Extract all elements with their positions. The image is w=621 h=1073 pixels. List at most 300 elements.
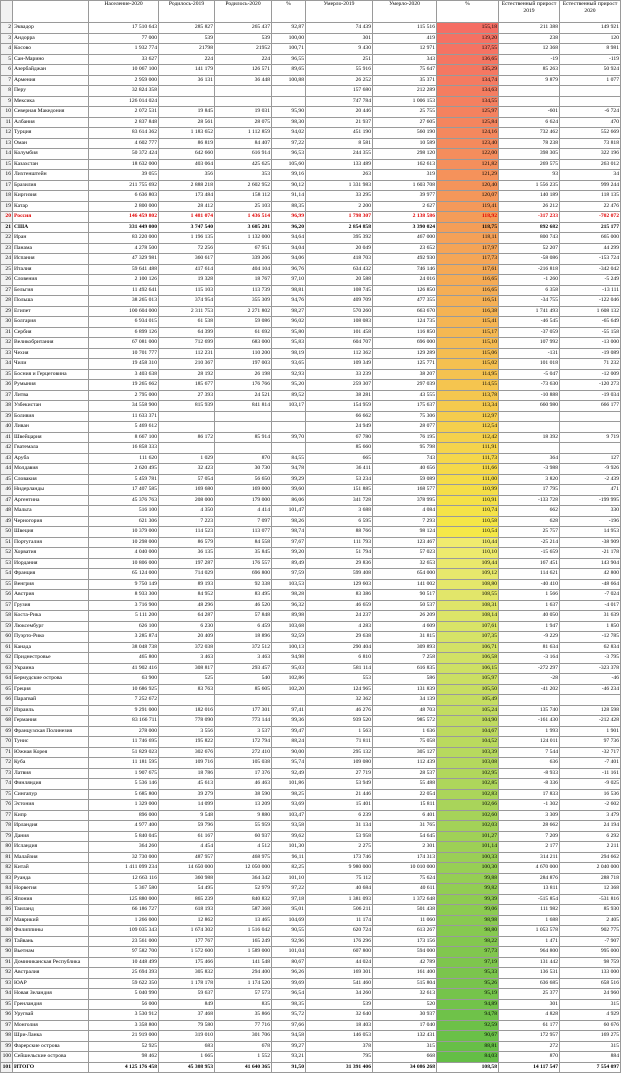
births-2020-cell[interactable]: 113 739 bbox=[215, 285, 272, 296]
growth-2020-cell[interactable]: 60 676 bbox=[560, 1020, 621, 1031]
deaths-pct-cell[interactable]: 113,78 bbox=[437, 390, 499, 401]
row-number[interactable]: 11 bbox=[1, 117, 13, 128]
population-cell[interactable]: 41 902 416 bbox=[89, 663, 159, 674]
deaths-2019-cell[interactable]: 620 724 bbox=[306, 926, 373, 937]
births-2020-cell[interactable]: 1 516 042 bbox=[215, 926, 272, 937]
deaths-2019-cell[interactable]: 83 386 bbox=[306, 590, 373, 601]
births-2020-cell[interactable]: 3 537 bbox=[215, 726, 272, 737]
deaths-pct-cell[interactable]: 116,65 bbox=[437, 275, 499, 286]
growth-2019-cell[interactable]: 28 662 bbox=[499, 821, 560, 832]
births-2019-cell[interactable]: 54 495 bbox=[159, 884, 215, 895]
deaths-2019-cell[interactable]: 553 bbox=[306, 674, 373, 685]
births-pct-cell[interactable]: 92,59 bbox=[272, 632, 306, 643]
row-number[interactable]: 32 bbox=[1, 338, 13, 349]
deaths-2020-cell[interactable]: 654 000 bbox=[373, 569, 437, 580]
country-cell[interactable]: Косово bbox=[13, 44, 89, 55]
deaths-pct-cell[interactable]: 134,74 bbox=[437, 75, 499, 86]
births-2020-cell[interactable]: 85 914 bbox=[215, 432, 272, 443]
population-cell[interactable]: 9 291 000 bbox=[89, 705, 159, 716]
row-number[interactable]: 71 bbox=[1, 747, 13, 758]
population-cell[interactable]: 331 449 000 bbox=[89, 222, 159, 233]
deaths-2019-cell[interactable]: 75 112 bbox=[306, 873, 373, 884]
country-cell[interactable]: Монголия bbox=[13, 1020, 89, 1031]
births-2020-cell[interactable]: 294 400 bbox=[215, 968, 272, 979]
births-pct-cell[interactable]: 99,62 bbox=[272, 831, 306, 842]
births-2019-cell[interactable]: 79 580 bbox=[159, 1020, 215, 1031]
deaths-2020-cell[interactable]: 30 937 bbox=[373, 1010, 437, 1021]
growth-2020-cell[interactable]: -38 909 bbox=[560, 537, 621, 548]
growth-2019-cell[interactable]: 4 670 000 bbox=[499, 863, 560, 874]
population-cell[interactable]: 5 111 200 bbox=[89, 611, 159, 622]
row-number[interactable]: 8 bbox=[1, 86, 13, 97]
row-number[interactable]: 17 bbox=[1, 180, 13, 191]
births-2019-cell[interactable]: 175 466 bbox=[159, 957, 215, 968]
births-2019-cell[interactable]: 28 561 bbox=[159, 117, 215, 128]
country-cell[interactable]: Доминиканская Республика bbox=[13, 957, 89, 968]
growth-2020-cell[interactable]: -7 401 bbox=[560, 758, 621, 769]
births-2020-cell[interactable]: 35 866 bbox=[215, 1010, 272, 1021]
row-number[interactable]: 89 bbox=[1, 936, 13, 947]
country-cell[interactable]: Турция bbox=[13, 128, 89, 139]
population-cell[interactable]: 10 686 925 bbox=[89, 684, 159, 695]
growth-2020-cell[interactable]: -2 439 bbox=[560, 474, 621, 485]
deaths-2020-cell[interactable]: 123 467 bbox=[373, 537, 437, 548]
deaths-pct-cell[interactable]: 115,41 bbox=[437, 317, 499, 328]
population-cell[interactable]: 1 411 099 234 bbox=[89, 863, 159, 874]
deaths-2019-cell[interactable]: 251 bbox=[306, 54, 373, 65]
deaths-2020-cell[interactable]: 27 605 bbox=[373, 117, 437, 128]
births-2020-cell[interactable]: 468 975 bbox=[215, 852, 272, 863]
births-2020-cell[interactable]: 616 914 bbox=[215, 149, 272, 160]
growth-2020-cell[interactable]: 294 662 bbox=[560, 852, 621, 863]
country-cell[interactable]: Швейцария bbox=[13, 432, 89, 443]
births-2019-cell[interactable]: 195 822 bbox=[159, 737, 215, 748]
deaths-2019-cell[interactable]: 32 640 bbox=[306, 1010, 373, 1021]
growth-2020-cell[interactable]: 471 bbox=[560, 485, 621, 496]
growth-2019-cell[interactable]: -19 bbox=[499, 54, 560, 65]
growth-2019-cell[interactable] bbox=[499, 411, 560, 422]
population-cell[interactable]: 7 252 672 bbox=[89, 695, 159, 706]
population-cell[interactable]: 2 620 495 bbox=[89, 464, 159, 475]
births-pct-cell[interactable] bbox=[272, 443, 306, 454]
deaths-pct-cell[interactable]: 110,10 bbox=[437, 548, 499, 559]
births-2020-cell[interactable]: 28 075 bbox=[215, 117, 272, 128]
deaths-pct-cell[interactable]: 98,22 bbox=[437, 936, 499, 947]
growth-2019-cell[interactable]: 636 bbox=[499, 758, 560, 769]
country-cell[interactable]: Испания bbox=[13, 254, 89, 265]
deaths-2019-cell[interactable]: 124 965 bbox=[306, 684, 373, 695]
births-2020-cell[interactable]: 404 104 bbox=[215, 264, 272, 275]
deaths-2019-cell[interactable]: 1 331 983 bbox=[306, 180, 373, 191]
births-2019-cell[interactable]: 197 287 bbox=[159, 558, 215, 569]
births-pct-cell[interactable]: 95,74 bbox=[272, 758, 306, 769]
growth-2019-cell[interactable]: -1 302 bbox=[499, 800, 560, 811]
deaths-2020-cell[interactable]: 616 835 bbox=[373, 663, 437, 674]
row-number[interactable]: 72 bbox=[1, 758, 13, 769]
deaths-pct-cell[interactable]: 108,80 bbox=[437, 579, 499, 590]
births-pct-cell[interactable]: 96,55 bbox=[272, 54, 306, 65]
deaths-2020-cell[interactable]: 613 267 bbox=[373, 926, 437, 937]
growth-2019-cell[interactable]: 364 bbox=[499, 453, 560, 464]
population-cell[interactable]: 39 055 bbox=[89, 170, 159, 181]
row-number[interactable]: 16 bbox=[1, 170, 13, 181]
row-number[interactable]: 93 bbox=[1, 978, 13, 989]
births-2020-cell[interactable]: 83 495 bbox=[215, 590, 272, 601]
births-2020-cell[interactable]: 272 410 bbox=[215, 747, 272, 758]
country-cell[interactable]: Сингапур bbox=[13, 789, 89, 800]
deaths-2020-cell[interactable]: 477 355 bbox=[373, 296, 437, 307]
population-cell[interactable]: 77 000 bbox=[89, 33, 159, 44]
births-pct-cell[interactable] bbox=[272, 411, 306, 422]
row-number[interactable]: 5 bbox=[1, 54, 13, 65]
growth-2019-cell[interactable]: 167 451 bbox=[499, 558, 560, 569]
births-pct-cell[interactable]: 90,12 bbox=[272, 180, 306, 191]
deaths-pct-cell[interactable]: 90,67 bbox=[437, 1031, 499, 1042]
growth-2019-cell[interactable]: 114 621 bbox=[499, 569, 560, 580]
births-2019-cell[interactable]: 18 786 bbox=[159, 768, 215, 779]
country-cell[interactable]: Филиппины bbox=[13, 926, 89, 937]
growth-2020-cell[interactable]: 73 818 bbox=[560, 138, 621, 149]
deaths-2019-cell[interactable]: 66 662 bbox=[306, 411, 373, 422]
births-pct-cell[interactable]: 95,83 bbox=[272, 338, 306, 349]
country-cell[interactable]: Коста-Рика bbox=[13, 611, 89, 622]
deaths-2019-cell[interactable]: 18 403 bbox=[306, 1020, 373, 1031]
country-cell[interactable]: Бразилия bbox=[13, 180, 89, 191]
deaths-2020-cell[interactable]: 2 138 586 bbox=[373, 212, 437, 223]
row-number[interactable]: 83 bbox=[1, 873, 13, 884]
births-2020-cell[interactable]: 197 003 bbox=[215, 359, 272, 370]
growth-2020-cell[interactable]: 1 608 132 bbox=[560, 306, 621, 317]
deaths-pct-cell[interactable]: 106,58 bbox=[437, 653, 499, 664]
population-cell[interactable]: 17 510 643 bbox=[89, 23, 159, 34]
deaths-2019-cell[interactable]: 88 766 bbox=[306, 527, 373, 538]
deaths-2019-cell[interactable]: 6 595 bbox=[306, 516, 373, 527]
country-cell[interactable]: Уругвай bbox=[13, 1010, 89, 1021]
births-2019-cell[interactable]: 37 468 bbox=[159, 1010, 215, 1021]
header-country[interactable] bbox=[13, 1, 89, 23]
deaths-pct-cell[interactable]: 109,12 bbox=[437, 569, 499, 580]
deaths-pct-cell[interactable]: 120,40 bbox=[437, 180, 499, 191]
population-cell[interactable]: 621 306 bbox=[89, 516, 159, 527]
growth-2020-cell[interactable]: 50 924 bbox=[560, 65, 621, 76]
header-births-pct[interactable]: % bbox=[272, 1, 306, 23]
country-cell[interactable]: Италия bbox=[13, 264, 89, 275]
births-2019-cell[interactable]: 208 000 bbox=[159, 495, 215, 506]
header-births-2020[interactable]: Родилось-2020 bbox=[215, 1, 272, 23]
births-2020-cell[interactable]: 38 590 bbox=[215, 789, 272, 800]
births-pct-cell[interactable]: 98,25 bbox=[272, 789, 306, 800]
country-cell[interactable]: Польша bbox=[13, 296, 89, 307]
growth-2019-cell[interactable]: 6 624 bbox=[499, 117, 560, 128]
deaths-2020-cell[interactable]: 7 293 bbox=[373, 516, 437, 527]
births-2019-cell[interactable]: 308 817 bbox=[159, 663, 215, 674]
deaths-2019-cell[interactable]: 133 489 bbox=[306, 159, 373, 170]
row-number[interactable]: 52 bbox=[1, 548, 13, 559]
growth-2020-cell[interactable]: -153 724 bbox=[560, 254, 621, 265]
growth-2020-cell[interactable]: 330 bbox=[560, 506, 621, 517]
deaths-2020-cell[interactable]: 39 977 bbox=[373, 191, 437, 202]
growth-2020-cell[interactable]: 42 800 bbox=[560, 569, 621, 580]
growth-2019-cell[interactable] bbox=[499, 422, 560, 433]
row-number[interactable]: 23 bbox=[1, 243, 13, 254]
growth-2020-cell[interactable]: -9 926 bbox=[560, 464, 621, 475]
population-cell[interactable]: 97 582 700 bbox=[89, 947, 159, 958]
deaths-2020-cell[interactable]: 32 613 bbox=[373, 989, 437, 1000]
births-pct-cell[interactable]: 84,55 bbox=[272, 453, 306, 464]
deaths-2019-cell[interactable]: 409 709 bbox=[306, 296, 373, 307]
country-cell[interactable]: Новая Зеландия bbox=[13, 989, 89, 1000]
growth-2020-cell[interactable]: 315 bbox=[560, 999, 621, 1010]
births-2020-cell[interactable]: 46 520 bbox=[215, 600, 272, 611]
deaths-2020-cell[interactable]: 28 537 bbox=[373, 768, 437, 779]
growth-2019-cell[interactable]: 314 211 bbox=[499, 852, 560, 863]
growth-2020-cell[interactable]: 322 196 bbox=[560, 149, 621, 160]
deaths-2020-cell[interactable]: 175 637 bbox=[373, 401, 437, 412]
country-cell[interactable]: Молдавия bbox=[13, 464, 89, 475]
population-cell[interactable]: 11 492 641 bbox=[89, 285, 159, 296]
row-number[interactable]: 55 bbox=[1, 579, 13, 590]
births-2020-cell[interactable] bbox=[215, 422, 272, 433]
deaths-pct-cell[interactable]: 110,99 bbox=[437, 485, 499, 496]
births-2020-cell[interactable]: 60 937 bbox=[215, 831, 272, 842]
population-cell[interactable]: 896 000 bbox=[89, 810, 159, 821]
births-pct-cell[interactable]: 103,53 bbox=[272, 579, 306, 590]
growth-2020-cell[interactable]: -32 717 bbox=[560, 747, 621, 758]
population-cell[interactable]: 111 620 bbox=[89, 453, 159, 464]
row-number[interactable]: 53 bbox=[1, 558, 13, 569]
deaths-2020-cell[interactable]: 378 995 bbox=[373, 495, 437, 506]
deaths-2020-cell[interactable]: 161 400 bbox=[373, 968, 437, 979]
deaths-pct-cell[interactable]: 120,07 bbox=[437, 191, 499, 202]
row-number[interactable]: 7 bbox=[1, 75, 13, 86]
deaths-pct-cell[interactable]: 114,95 bbox=[437, 369, 499, 380]
country-cell[interactable]: Исландия bbox=[13, 842, 89, 853]
births-2020-cell[interactable]: 61 692 bbox=[215, 327, 272, 338]
deaths-2019-cell[interactable]: 32 362 bbox=[306, 695, 373, 706]
deaths-pct-cell[interactable]: 102,03 bbox=[437, 821, 499, 832]
deaths-2019-cell[interactable]: 939 520 bbox=[306, 716, 373, 727]
growth-2019-cell[interactable]: -216 818 bbox=[499, 264, 560, 275]
row-number[interactable]: 66 bbox=[1, 695, 13, 706]
deaths-2019-cell[interactable]: 33 295 bbox=[306, 191, 373, 202]
births-2020-cell[interactable]: 36 448 bbox=[215, 75, 272, 86]
row-number[interactable]: 10 bbox=[1, 107, 13, 118]
growth-2019-cell[interactable]: 101 018 bbox=[499, 359, 560, 370]
births-2019-cell[interactable]: 1 029 bbox=[159, 453, 215, 464]
births-2019-cell[interactable]: 1 572 600 bbox=[159, 947, 215, 958]
births-pct-cell[interactable] bbox=[272, 422, 306, 433]
row-number[interactable]: 34 bbox=[1, 359, 13, 370]
births-pct-cell[interactable]: 100,00 bbox=[272, 33, 306, 44]
population-cell[interactable]: 45 376 763 bbox=[89, 495, 159, 506]
row-number[interactable]: 41 bbox=[1, 432, 13, 443]
births-2019-cell[interactable] bbox=[159, 695, 215, 706]
growth-2020-cell[interactable]: -12 009 bbox=[560, 369, 621, 380]
country-cell[interactable]: Финляндия bbox=[13, 779, 89, 790]
population-cell[interactable]: 33 627 bbox=[89, 54, 159, 65]
deaths-pct-cell[interactable]: 88,81 bbox=[437, 1041, 499, 1052]
growth-2019-cell[interactable]: 892 682 bbox=[499, 222, 560, 233]
row-number[interactable]: 98 bbox=[1, 1031, 13, 1042]
births-2020-cell[interactable]: 841 814 bbox=[215, 401, 272, 412]
growth-2019-cell[interactable]: -9 229 bbox=[499, 632, 560, 643]
growth-2019-cell[interactable]: 660 980 bbox=[499, 401, 560, 412]
population-cell[interactable]: 59 622 350 bbox=[89, 978, 159, 989]
births-2020-cell[interactable]: 13 209 bbox=[215, 800, 272, 811]
growth-2020-cell[interactable]: 128 598 bbox=[560, 705, 621, 716]
population-cell[interactable]: 11 633 371 bbox=[89, 411, 159, 422]
deaths-2020-cell[interactable]: 132 431 bbox=[373, 1031, 437, 1042]
births-pct-cell[interactable]: 92,93 bbox=[272, 369, 306, 380]
deaths-2019-cell[interactable]: 263 bbox=[306, 170, 373, 181]
growth-2019-cell[interactable]: 124 011 bbox=[499, 737, 560, 748]
growth-2019-cell[interactable]: 78 238 bbox=[499, 138, 560, 149]
deaths-pct-cell[interactable]: 115,02 bbox=[437, 359, 499, 370]
population-cell[interactable]: 16 858 333 bbox=[89, 443, 159, 454]
births-pct-cell[interactable]: 94,04 bbox=[272, 243, 306, 254]
growth-2020-cell[interactable]: -55 158 bbox=[560, 327, 621, 338]
growth-2020-cell[interactable]: 215 177 bbox=[560, 222, 621, 233]
births-2020-cell[interactable]: 696 800 bbox=[215, 569, 272, 580]
growth-2019-cell[interactable]: 398 305 bbox=[499, 149, 560, 160]
births-2020-cell[interactable] bbox=[215, 411, 272, 422]
deaths-pct-cell[interactable]: 112,54 bbox=[437, 422, 499, 433]
deaths-pct-cell[interactable]: 104,67 bbox=[437, 726, 499, 737]
deaths-pct-cell[interactable]: 114,55 bbox=[437, 380, 499, 391]
population-cell[interactable]: 67 081 000 bbox=[89, 338, 159, 349]
growth-2019-cell[interactable]: 238 bbox=[499, 33, 560, 44]
births-2019-cell[interactable]: 778 090 bbox=[159, 716, 215, 727]
growth-2019-cell[interactable]: 172 957 bbox=[499, 1031, 560, 1042]
births-2019-cell[interactable]: 21798 bbox=[159, 44, 215, 55]
header-deaths-2020[interactable]: Умерло-2020 bbox=[373, 1, 437, 23]
row-number[interactable]: 60 bbox=[1, 632, 13, 643]
country-cell[interactable]: Французская Полинезия bbox=[13, 726, 89, 737]
deaths-2020-cell[interactable]: 594 000 bbox=[373, 947, 437, 958]
growth-2020-cell[interactable]: -46 bbox=[560, 674, 621, 685]
births-2019-cell[interactable]: 169 680 bbox=[159, 485, 215, 496]
deaths-pct-cell[interactable]: 108,14 bbox=[437, 611, 499, 622]
growth-2020-cell[interactable]: -702 072 bbox=[560, 212, 621, 223]
population-cell[interactable]: 2 837 848 bbox=[89, 117, 159, 128]
births-pct-cell[interactable]: 86,06 bbox=[272, 495, 306, 506]
births-2020-cell[interactable]: 293 457 bbox=[215, 663, 272, 674]
country-cell[interactable]: Иран bbox=[13, 233, 89, 244]
births-2020-cell[interactable] bbox=[215, 96, 272, 107]
deaths-2020-cell[interactable]: 115 516 bbox=[373, 23, 437, 34]
growth-2019-cell[interactable]: -8 336 bbox=[499, 779, 560, 790]
births-pct-cell[interactable]: 94,64 bbox=[272, 233, 306, 244]
deaths-pct-cell[interactable]: 105,50 bbox=[437, 684, 499, 695]
growth-2020-cell[interactable]: 6 292 bbox=[560, 831, 621, 842]
births-pct-cell[interactable]: 92,87 bbox=[272, 23, 306, 34]
growth-2020-cell[interactable]: -7 907 bbox=[560, 936, 621, 947]
row-number[interactable]: 47 bbox=[1, 495, 13, 506]
births-pct-cell[interactable]: 102,86 bbox=[272, 674, 306, 685]
births-2019-cell[interactable]: 36 135 bbox=[159, 548, 215, 559]
births-2020-cell[interactable]: 179 000 bbox=[215, 495, 272, 506]
deaths-pct-cell[interactable]: 101,14 bbox=[437, 842, 499, 853]
births-2020-cell[interactable]: 678 bbox=[215, 1041, 272, 1052]
row-number[interactable]: 100 bbox=[1, 1052, 13, 1063]
births-2019-cell[interactable]: 83 763 bbox=[159, 684, 215, 695]
country-cell[interactable]: Армения bbox=[13, 75, 89, 86]
births-2019-cell[interactable] bbox=[159, 411, 215, 422]
births-pct-cell[interactable]: 96,20 bbox=[272, 222, 306, 233]
deaths-2019-cell[interactable]: 395 392 bbox=[306, 233, 373, 244]
deaths-pct-cell[interactable]: 84,03 bbox=[437, 1052, 499, 1063]
deaths-2019-cell[interactable]: 129 603 bbox=[306, 579, 373, 590]
population-cell[interactable]: 126 014 024 bbox=[89, 96, 159, 107]
deaths-2020-cell[interactable]: 4 084 bbox=[373, 506, 437, 517]
growth-2019-cell[interactable] bbox=[499, 86, 560, 97]
population-cell[interactable]: 3 403 638 bbox=[89, 369, 159, 380]
births-pct-cell[interactable]: 90,00 bbox=[272, 747, 306, 758]
row-number[interactable]: 84 bbox=[1, 884, 13, 895]
deaths-2019-cell[interactable]: 169 301 bbox=[306, 968, 373, 979]
births-pct-cell[interactable]: 93,69 bbox=[272, 800, 306, 811]
deaths-2020-cell[interactable]: 1 636 bbox=[373, 726, 437, 737]
births-2020-cell[interactable]: 355 309 bbox=[215, 296, 272, 307]
deaths-2020-cell[interactable]: 162 613 bbox=[373, 159, 437, 170]
country-cell[interactable]: Кипр bbox=[13, 810, 89, 821]
growth-2019-cell[interactable] bbox=[499, 96, 560, 107]
growth-2019-cell[interactable]: 136 531 bbox=[499, 968, 560, 979]
population-cell[interactable]: 2 072 531 bbox=[89, 107, 159, 118]
births-pct-cell[interactable]: 97,22 bbox=[272, 138, 306, 149]
row-number[interactable]: 44 bbox=[1, 464, 13, 475]
population-cell[interactable]: 516 100 bbox=[89, 506, 159, 517]
deaths-pct-cell[interactable]: 100,30 bbox=[437, 863, 499, 874]
deaths-2019-cell[interactable]: 259 307 bbox=[306, 380, 373, 391]
births-2019-cell[interactable]: 14 650 000 bbox=[159, 863, 215, 874]
births-2020-cell[interactable]: 3 463 bbox=[215, 653, 272, 664]
deaths-2019-cell[interactable]: 634 432 bbox=[306, 264, 373, 275]
births-2019-cell[interactable]: 360 988 bbox=[159, 873, 215, 884]
growth-2019-cell[interactable]: 732 462 bbox=[499, 128, 560, 139]
births-pct-cell[interactable]: 82,25 bbox=[272, 863, 306, 874]
growth-2020-cell[interactable]: -531 816 bbox=[560, 894, 621, 905]
row-number[interactable]: 97 bbox=[1, 1020, 13, 1031]
country-cell[interactable]: Бельгия bbox=[13, 285, 89, 296]
growth-2020-cell[interactable]: -3 795 bbox=[560, 653, 621, 664]
deaths-pct-cell[interactable]: 115,17 bbox=[437, 327, 499, 338]
header-deaths-pct[interactable]: % bbox=[437, 1, 499, 23]
row-number[interactable]: 2 bbox=[1, 23, 13, 34]
deaths-2020-cell[interactable]: 4 609 bbox=[373, 621, 437, 632]
births-2019-cell[interactable]: 285 827 bbox=[159, 23, 215, 34]
deaths-2019-cell[interactable]: 46 659 bbox=[306, 600, 373, 611]
deaths-2020-cell[interactable]: 17 040 bbox=[373, 1020, 437, 1031]
row-number[interactable]: 79 bbox=[1, 831, 13, 842]
country-cell[interactable]: Лихтенштейн bbox=[13, 170, 89, 181]
country-cell[interactable]: Швеция bbox=[13, 527, 89, 538]
growth-2019-cell[interactable]: 13 811 bbox=[499, 884, 560, 895]
population-cell[interactable]: 12 663 116 bbox=[89, 873, 159, 884]
births-2020-cell[interactable] bbox=[215, 695, 272, 706]
births-2020-cell[interactable]: 141 548 bbox=[215, 957, 272, 968]
growth-2019-cell[interactable]: -3 988 bbox=[499, 464, 560, 475]
deaths-2019-cell[interactable]: 607 800 bbox=[306, 947, 373, 958]
row-number[interactable]: 39 bbox=[1, 411, 13, 422]
row-number[interactable]: 27 bbox=[1, 285, 13, 296]
births-2020-cell[interactable]: 176 766 bbox=[215, 380, 272, 391]
deaths-pct-cell[interactable]: 139,20 bbox=[437, 33, 499, 44]
deaths-2020-cell[interactable]: 28 077 bbox=[373, 422, 437, 433]
deaths-2020-cell[interactable]: 15 811 bbox=[373, 800, 437, 811]
deaths-2020-cell[interactable]: 26 209 bbox=[373, 611, 437, 622]
deaths-2020-cell[interactable]: 43 555 bbox=[373, 390, 437, 401]
